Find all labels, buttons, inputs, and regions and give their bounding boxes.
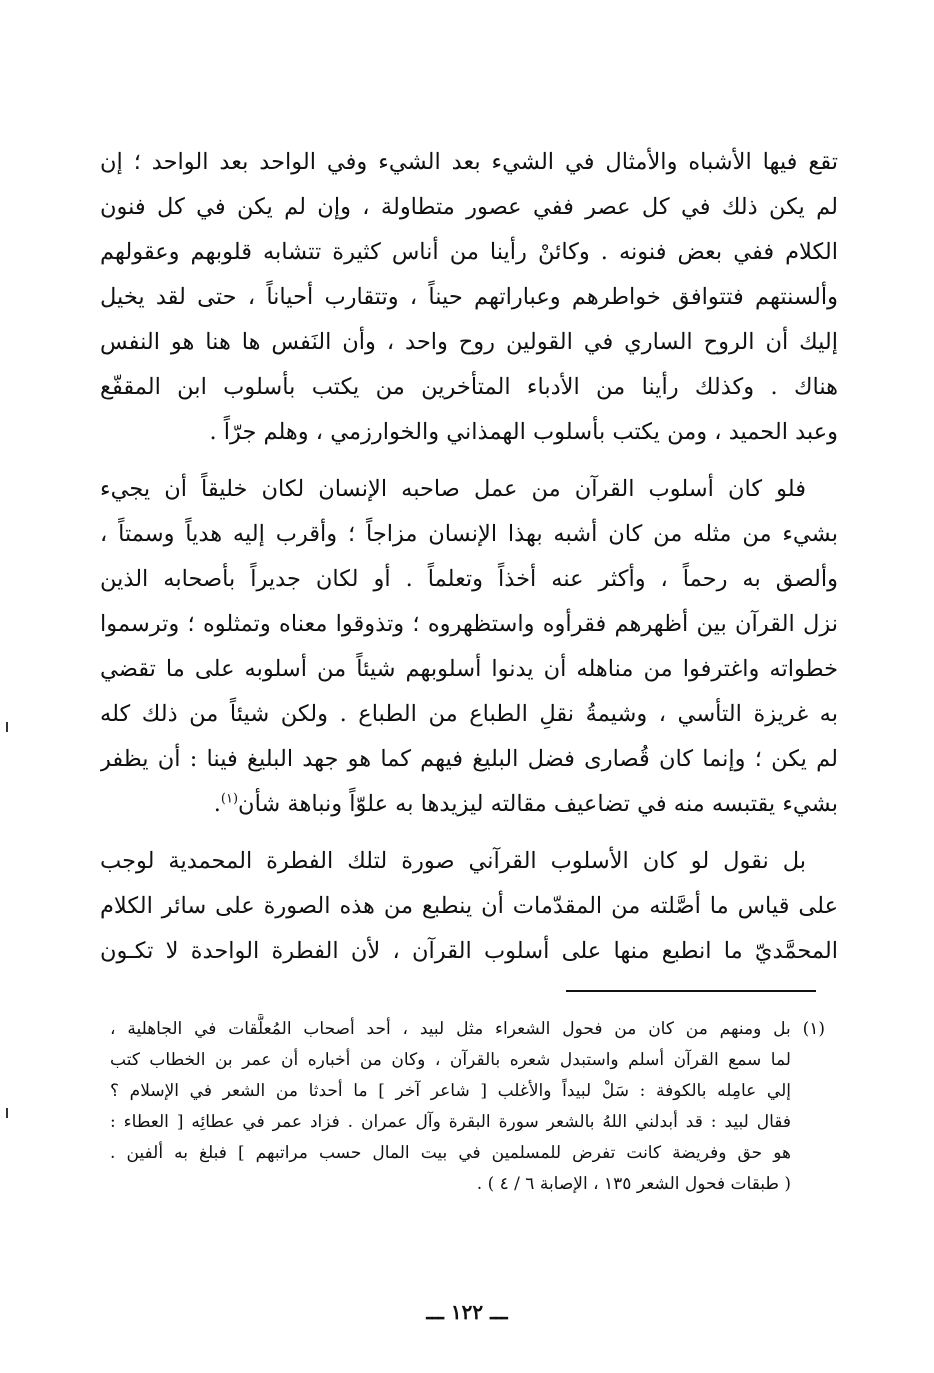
text-segment: بل ومنهم من كان من فحول الشعراء مثل لبيد ، أحد أصحاب المُعلَّقات في الجاهلية ، — [110, 1019, 791, 1039]
footnote-line: فقال لبيد : قد أبدلني اللهُ بالشعر سورة البقرة وآل عمران . فزاد عمر في عطائِه [ العطاء : — [110, 1112, 791, 1132]
footnote-divider — [566, 990, 816, 992]
text-line: لم يكن ؛ وإنما كان قُصارى فضل البليغ فيهم كما هو جهد البليغ فينا : أن يظفر — [100, 746, 838, 772]
text-line: الكلام ففي بعض فنونه . وكائنْ رأينا من أناس كثيرة تتشابه قلوبهم وعقولهم — [100, 239, 838, 265]
text-segment: بشيء يقتبسه منه في تضاعيف مقالته ليزيدها به علوّاً ونباهة شأن — [238, 791, 838, 817]
paragraph-3 — [100, 839, 838, 974]
footnote-line: لما سمع القرآن أسلم واستبدل شعره بالقرآن ، وكان من أخباره أن عمر بن الخطاب كتب — [110, 1050, 791, 1070]
text-segment: . — [213, 791, 221, 817]
paragraph-2 — [100, 467, 838, 827]
text-line: وألصق به رحماً ، وأكثر عنه أخذاً وتعلماً . أو لكان جديراً بأصحابه الذين — [100, 566, 838, 592]
text-line: على قياس ما أصَّلته من المقدّمات أن ينطبع من هذه الصورة على سائر الكلام — [100, 893, 838, 919]
text-line: وألسنتهم فتتوافق خواطرهم وعباراتهم حيناً ، وتتقارب أحياناً ، حتى لقد يخيل — [100, 284, 838, 310]
text-line: هناك . وكذلك رأينا من الأدباء المتأخرين من يكتب بأسلوب ابن المقفّع — [100, 374, 838, 400]
page-number: ـــ ١٢٢ ـــ — [426, 1300, 508, 1324]
footnote-line — [110, 1014, 825, 1045]
text-line: بل نقول لو كان الأسلوب القرآني صورة لتلك الفطرة المحمدية لوجب — [100, 848, 806, 874]
footnote-line: إلي عامِله بالكوفة : سَلْ لبيداً والأغلب [ شاعر آخر ] ما أحدثا من الشعر في الإسلام ؟ — [110, 1081, 791, 1101]
footnote-line: ( طبقات فحول الشعر ١٣٥ ، الإصابة ٦ / ٤ ) . — [476, 1174, 791, 1194]
text-line: لم يكن ذلك في كل عصر ففي عصور متطاولة ، وإن لم يكن في كل فنون — [100, 194, 838, 220]
scan-margin-mark — [6, 722, 8, 732]
text-line: تقع فيها الأشباه والأمثال في الشيء بعد الشيء وفي الواحد بعد الواحد ؛ إن — [100, 149, 838, 175]
text-line: به غريزة التأسي ، وشيمةُ نقلِ الطباع من الطباع . ولكن شيئاً من ذلك كله — [100, 701, 838, 727]
text-line-with-footnote — [100, 782, 838, 827]
text-line: إليك أن الروح الساري في القولين روح واحد ، وأن النَفس ها هنا هو النفس — [100, 329, 838, 355]
paragraph-1 — [100, 140, 838, 455]
text-line: بشيء من مثله من كان أشبه بهذا الإنسان مزاجاً ؛ وأقرب إليه هدياً وسمتاً ، — [100, 521, 838, 547]
text-line: نزل القرآن بين أظهرهم فقرأوه واستظهروه ؛ وتذوقوا معناه وتمثلوه ؛ وترسموا — [100, 611, 838, 637]
text-line: المحمَّديّ ما انطبع منها على أسلوب القرآن ، لأن الفطرة الواحدة لا تكـون — [100, 938, 838, 964]
scan-margin-mark — [6, 1108, 8, 1118]
text-line: خطواته واغترفوا من مناهله أن يدنوا أسلوبهم شيئاً من أسلوبه على ما تقضي — [100, 656, 838, 682]
footnote-line: هو حق وفريضة كانت تفرض للمسلمين في بيت المال حسب مراتبهم ] فبلغ به ألفين . — [110, 1143, 791, 1163]
footnote-number: (١) — [802, 1019, 825, 1039]
text-line: فلو كان أسلوب القرآن من عمل صاحبه الإنسان لكان خليقاً أن يجيء — [100, 476, 806, 502]
footnote-reference[interactable]: (١) — [220, 791, 239, 807]
footnote-block — [110, 1014, 825, 1200]
text-line: وعبد الحميد ، ومن يكتب بأسلوب الهمذاني والخوارزمي ، وهلم جرّاً . — [209, 419, 838, 445]
main-text — [100, 140, 838, 986]
